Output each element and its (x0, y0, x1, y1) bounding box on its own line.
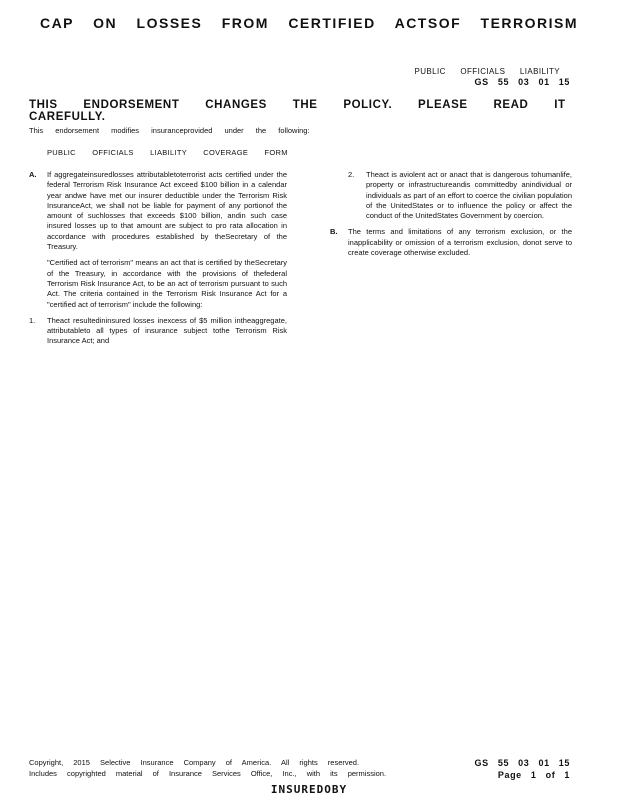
section-b (330, 227, 572, 264)
changes-notice: THIS ENDORSEMENT CHANGES THE POLICY. PLEASE READ IT CAREFULLY. (29, 99, 566, 123)
criteria-item-2-text: Theact is aviolent act or anact that is dangerous tohumanlife, property or infrastructureandis committedby anindividual or individuals as part of an effort to coerce the civilian population of the UnitedStates or to influence the policy or affect the conduct of the UnitedStates Government by coercion. (366, 170, 572, 221)
form-number-header: GS 55 03 01 15 (474, 77, 570, 87)
form-type: PUBLIC OFFICIALS LIABILITY (414, 67, 560, 76)
criteria-item-1-marker: 1. (29, 315, 36, 325)
watermark: INSUREDOBY (270, 783, 348, 796)
criteria-item-2 (348, 170, 572, 227)
left-column (29, 170, 287, 353)
copyright-line-2: Includes copyrighted material of Insurance Services Office, Inc., with its permission. (29, 769, 387, 778)
form-number-footer: GS 55 03 01 15 (474, 758, 570, 768)
criteria-item-1 (29, 316, 287, 353)
page-number: Page 1 of 1 (497, 770, 570, 780)
section-a (29, 170, 287, 316)
document-title: CAP ON LOSSES FROM CERTIFIED ACTSOF TERRORISM (39, 15, 579, 31)
footer-form-info (475, 757, 570, 781)
section-a-marker: A. (29, 170, 37, 179)
right-column (330, 170, 572, 264)
intro-text: This endorsement modifies insuranceprovided under the following: (29, 126, 310, 135)
section-a-paragraph-2: "Certified act of terrorism" means an act that is certified by theSecretary of the Treasury, in accordance with the provisions of thefederal Terrorism Risk Insurance Act, to be an act of terrorism pursuant to such Act. The criteria contained in the Terrorism Risk Insurance Act for a "certified act of terrorism" include the following: (47, 258, 287, 309)
criteria-item-2-marker: 2. (348, 170, 355, 179)
section-b-text: The terms and limitations of any terrorism exclusion, or the inapplicability or omission of a terrorism exclusion, donot serve to create coverage otherwise excluded. (348, 227, 572, 258)
coverage-form-name: PUBLIC OFFICIALS LIABILITY COVERAGE FORM (47, 148, 288, 157)
copyright-notice (29, 757, 386, 779)
criteria-item-1-text: Theact resultedininsured losses inexcess of $5 million intheaggregate, attributableto all types of insurance subject tothe Terrorism Risk Insurance Act; and (47, 315, 287, 346)
section-a-paragraph-1: If aggregateinsuredlosses attributabletoterrorist acts certified under the federal Terrorism Risk Insurance Act exceed $100 billion in a calendar year andwe have met our insurer deductible under the Terrorism Risk InsuranceAct, we shall not be liable for payment of any portionof the amount of suchlosses that exceeds $100 billion, andin such case insured losses up to that amount are subject to pro rata allocation in accordance with procedures established by theSecretary of the Treasury. (47, 170, 287, 252)
section-b-marker: B. (330, 227, 338, 237)
copyright-line-1: Copyright, 2015 Selective Insurance Company of America. All rights reserved. (29, 758, 360, 767)
